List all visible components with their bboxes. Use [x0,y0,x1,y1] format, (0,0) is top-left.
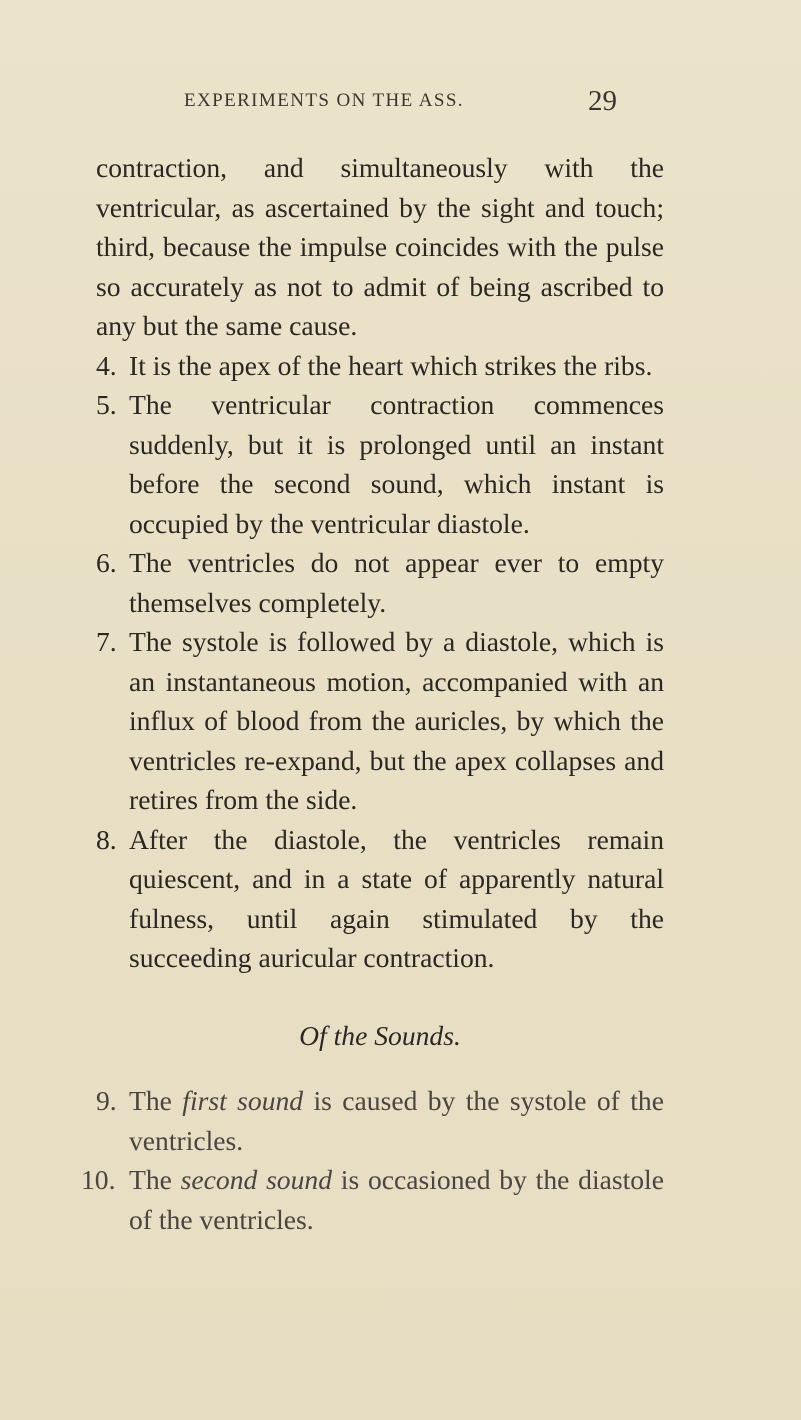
item-text: After the diastole, the ventricles remain quiescent, and in a state of apparently natural fulness, until again stimulated by the succeeding auricular contraction. [129,823,664,973]
item-text: It is the apex of the heart which strikes the ribs. [129,349,653,381]
numbered-list-sounds [81,1081,664,1239]
item-text-post: is caused by the systole of the ventricles. [129,1085,664,1156]
item-number: 5. [96,389,117,420]
page-header [0,85,801,124]
item-text: The ventricular contraction commences suddenly, but it is prolonged until an instant before the second sound, which instant is occupied by the ventricular diastole. [129,389,664,539]
running-title: EXPERIMENTS ON THE ASS. [184,90,464,111]
item-number: 4. [96,349,117,381]
item-text-emphasis: first sound [182,1085,304,1116]
page-body [81,148,664,1239]
item-text-emphasis: second sound [180,1164,332,1195]
list-item-9 [96,1081,664,1160]
item-number: 9. [96,1085,117,1116]
item-text-pre: The [129,1085,183,1116]
list-item-8 [96,820,664,978]
list-item-6 [96,543,664,622]
item-number: 7. [96,626,117,657]
item-text-pre: The [129,1164,181,1195]
page-number: 29 [588,85,617,117]
item-number: 6. [96,547,117,578]
item-number: 10. [81,1164,116,1195]
continuation-paragraph: contraction, and simultaneously with the ventricular, as ascertained by the sight and touch; third, because the impulse coincides with the pulse so accurately as not to admit of being ascribed to any but the same cause. [96,152,664,341]
item-number: 8. [96,823,117,855]
item-text-post: is occasioned by the diastole of the ventricles. [129,1164,664,1235]
numbered-list-heart-motions [96,346,664,978]
item-text: The ventricles do not appear ever to empty themselves completely. [129,547,664,618]
list-item-10 [81,1160,664,1239]
list-item-7 [96,622,664,820]
section-subheading: Of the Sounds. [299,1019,461,1051]
list-item-4 [96,346,664,386]
list-item-5 [96,385,664,543]
item-text: The systole is followed by a diastole, which is an instantaneous motion, accompanied with an influx of blood from the auricles, by which the ventricles re-expand, but the apex collapses and retires from the side. [129,626,664,815]
